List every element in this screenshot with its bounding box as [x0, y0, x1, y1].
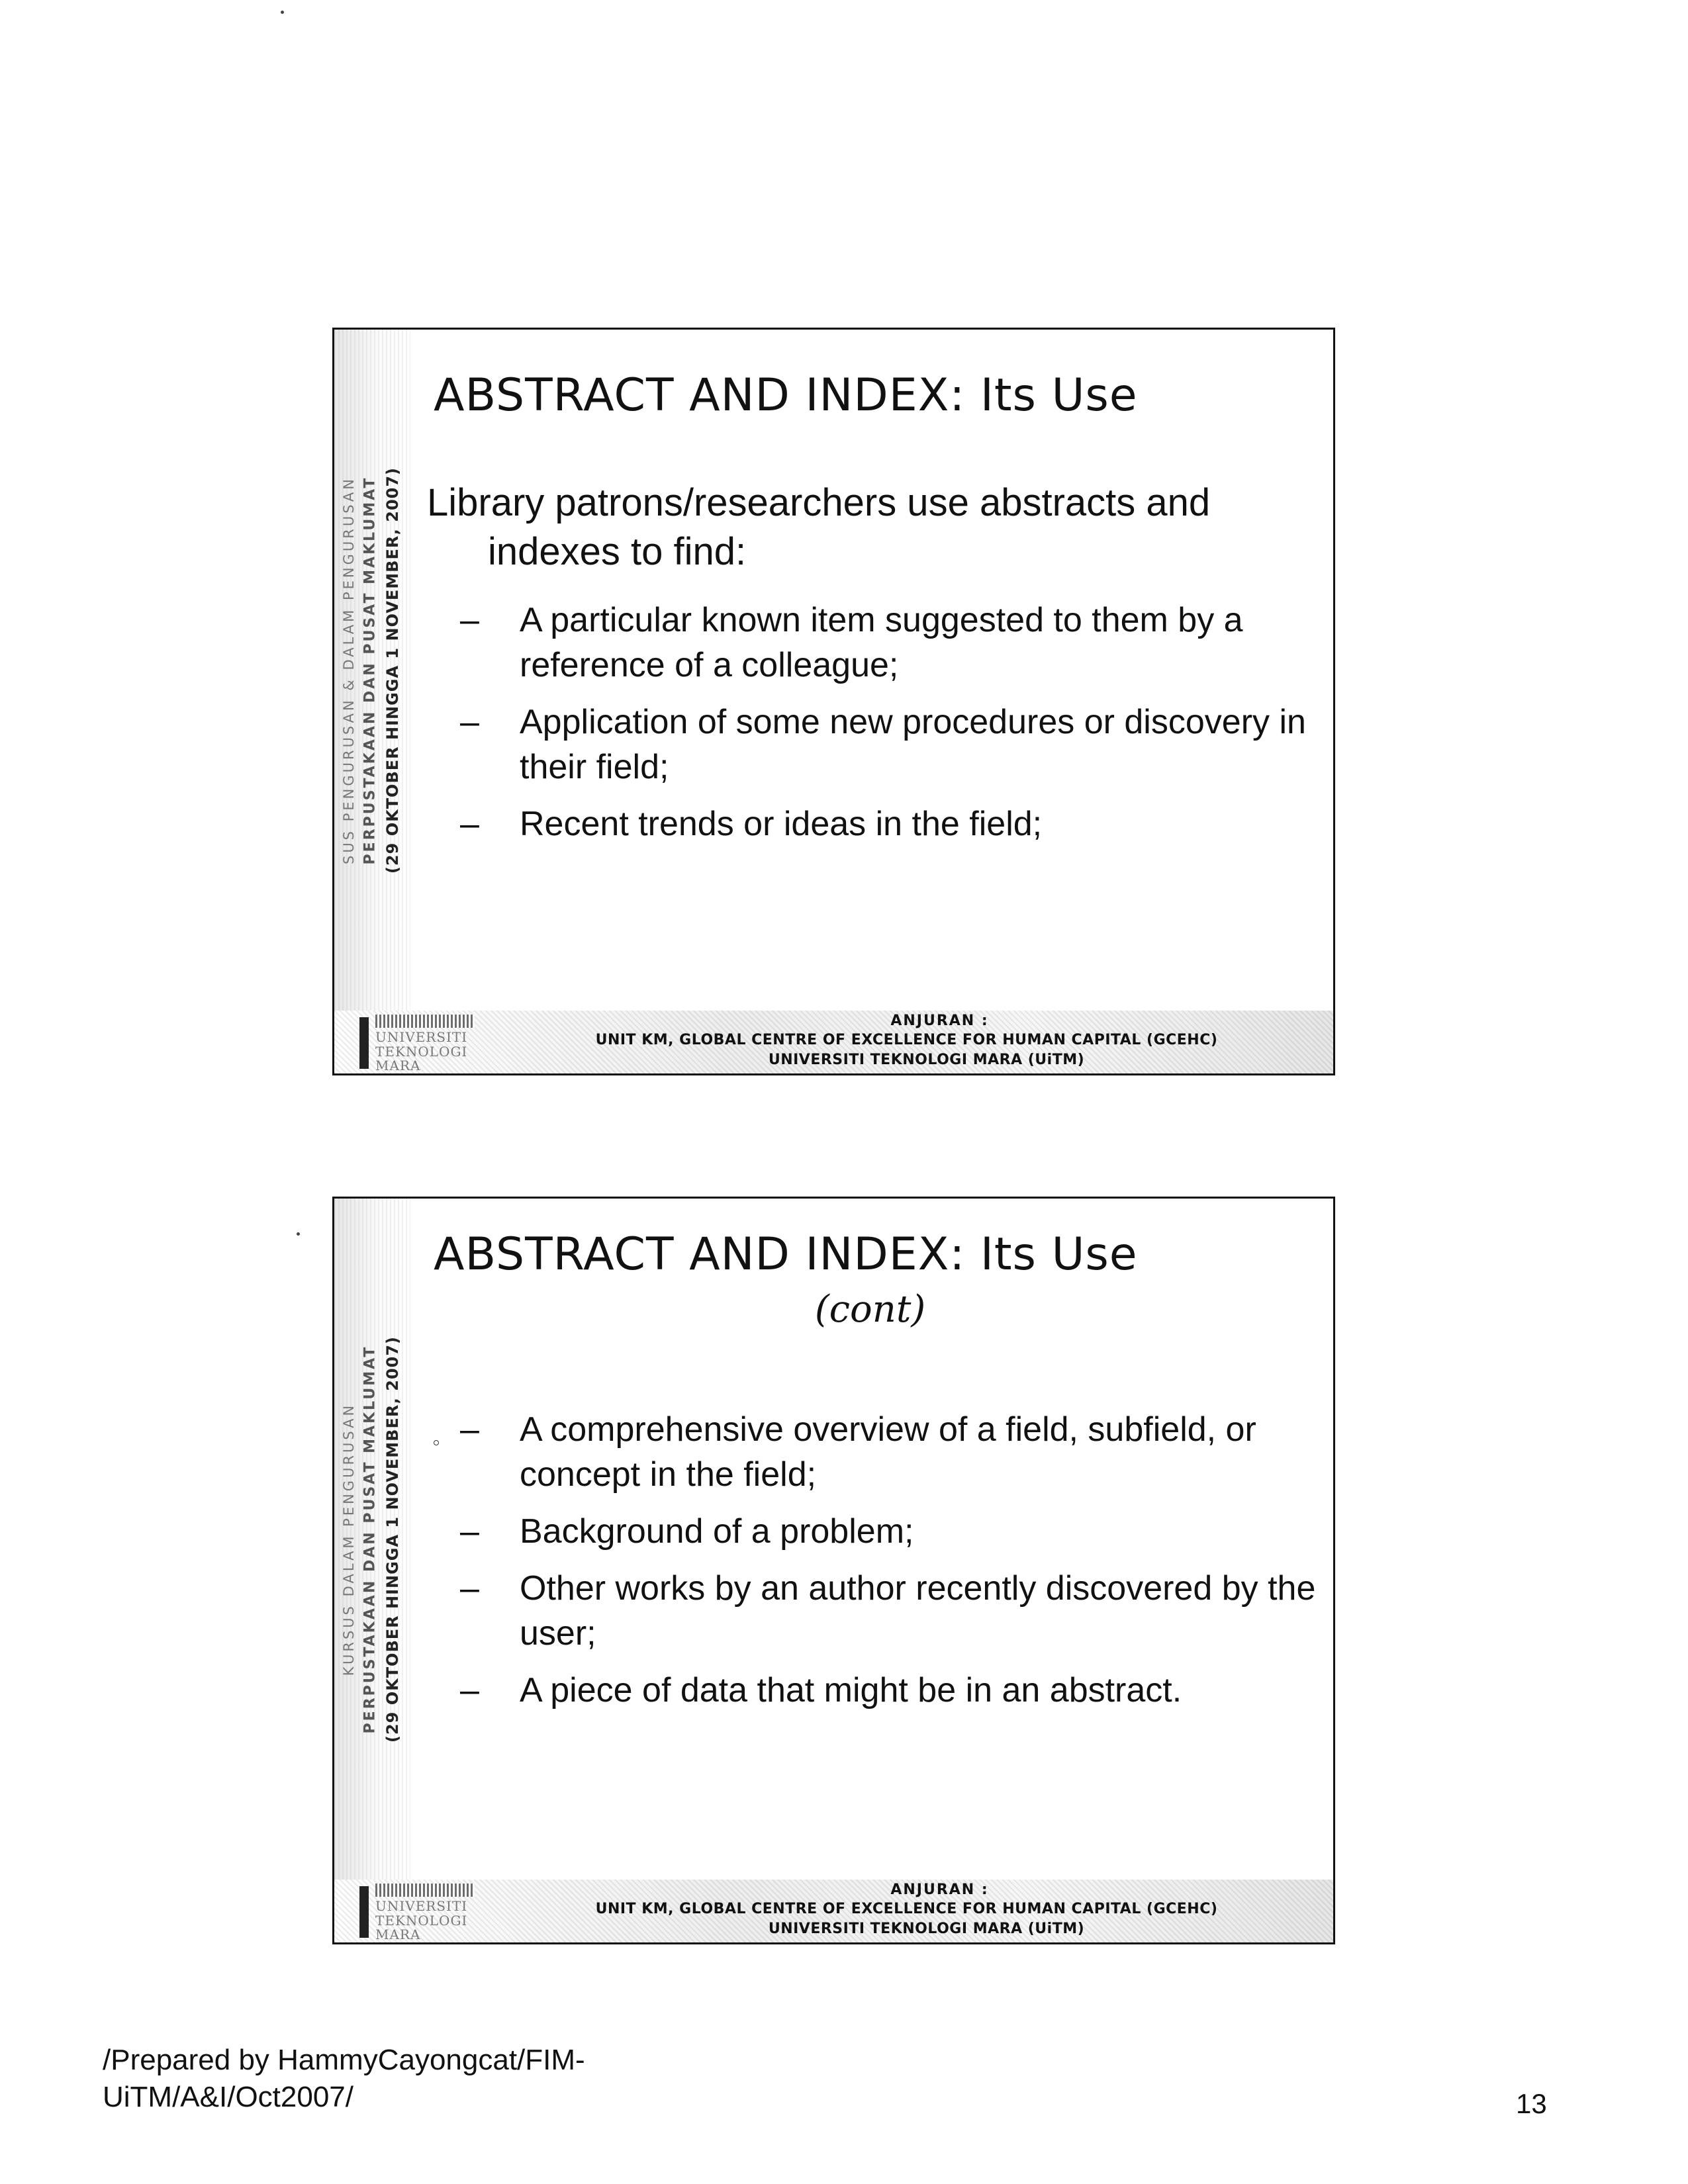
slide-sidebar [334, 330, 410, 1011]
scan-speck [297, 1232, 300, 1236]
sidebar-line-2: PERPUSTAKAAN DAN PUSAT MAKLUMAT [361, 1345, 379, 1733]
logo-text-line-2: TEKNOLOGI [375, 1044, 468, 1060]
logo-bar-icon [359, 1886, 369, 1938]
bullet-item: – Application of some new procedures or discovery in their field; [460, 700, 1320, 790]
bullet-item: – A piece of data that might be in an abstract. [460, 1668, 1320, 1713]
footer-line-1: ANJURAN : [890, 1882, 989, 1898]
sidebar-line-1: SUS PENGURUSAN & DALAM PENGURUSAN [341, 476, 357, 864]
bullet-item: – Background of a problem; [460, 1509, 1320, 1554]
footer-text [493, 1881, 1320, 1939]
logo-text-line-2: TEKNOLOGI [375, 1913, 468, 1929]
slide-1 [332, 328, 1335, 1075]
slide-2 [332, 1197, 1335, 1944]
slide-title: ABSTRACT AND INDEX: Its Use [434, 1228, 1138, 1281]
slide-footer [334, 1011, 1333, 1073]
scan-speck [281, 11, 284, 14]
footer-text [493, 1012, 1320, 1070]
logo-text-line-1: UNIVERSITI [375, 1029, 468, 1045]
sidebar-line-1: KURSUS DALAM PENGURUSAN [341, 1402, 357, 1676]
logo-bar-icon [359, 1017, 369, 1069]
footer-line-1: ANJURAN : [890, 1013, 989, 1029]
footer-line-2: UNIT KM, GLOBAL CENTRE OF EXCELLENCE FOR HUMAN CAPITAL (GCEHC) [595, 1032, 1218, 1048]
sidebar-line-3: (29 OKTOBER HINGGA 1 NOVEMBER, 2007) [383, 1336, 402, 1743]
uitm-logo [359, 1013, 479, 1071]
bullet-mark-icon [434, 1440, 439, 1445]
bullet-item: – A comprehensive overview of a field, subfield, or concept in the field; [460, 1407, 1320, 1497]
uitm-logo [359, 1882, 479, 1940]
prepared-by-footer: /Prepared by HammyCayongcat/FIM-UiTM/A&I/Oct2007/ [103, 2044, 585, 2113]
footer-line-3: UNIVERSITI TEKNOLOGI MARA (UiTM) [768, 1052, 1085, 1068]
sidebar-line-2: PERPUSTAKAAN DAN PUSAT MAKLUMAT [361, 476, 379, 864]
slide-subtitle: (cont) [814, 1288, 926, 1331]
sidebar-line-3: (29 OKTOBER HINGGA 1 NOVEMBER, 2007) [383, 467, 402, 874]
bullet-item: – Recent trends or ideas in the field; [460, 801, 1320, 846]
logo-text-line-3: MARA [375, 1058, 421, 1073]
footer-line-3: UNIVERSITI TEKNOLOGI MARA (UiTM) [768, 1921, 1085, 1937]
logo-emblem-icon [375, 1884, 475, 1897]
bullet-list [460, 1407, 1320, 1725]
logo-text-line-1: UNIVERSITI [375, 1898, 468, 1914]
logo-text-line-3: MARA [375, 1927, 421, 1942]
bullet-item: – A particular known item suggested to them by a reference of a colleague; [460, 598, 1320, 688]
page-number: 13 [1516, 2088, 1547, 2119]
footer-line-2: UNIT KM, GLOBAL CENTRE OF EXCELLENCE FOR HUMAN CAPITAL (GCEHC) [595, 1901, 1218, 1917]
slide-lead-text: Library patrons/researchers use abstracts and indexes to find: [427, 481, 1211, 573]
slide-title: ABSTRACT AND INDEX: Its Use [434, 369, 1138, 422]
logo-emblem-icon [375, 1015, 475, 1028]
slide-footer [334, 1880, 1333, 1942]
bullet-list [460, 598, 1320, 858]
bullet-item: – Other works by an author recently discovered by the user; [460, 1566, 1320, 1656]
